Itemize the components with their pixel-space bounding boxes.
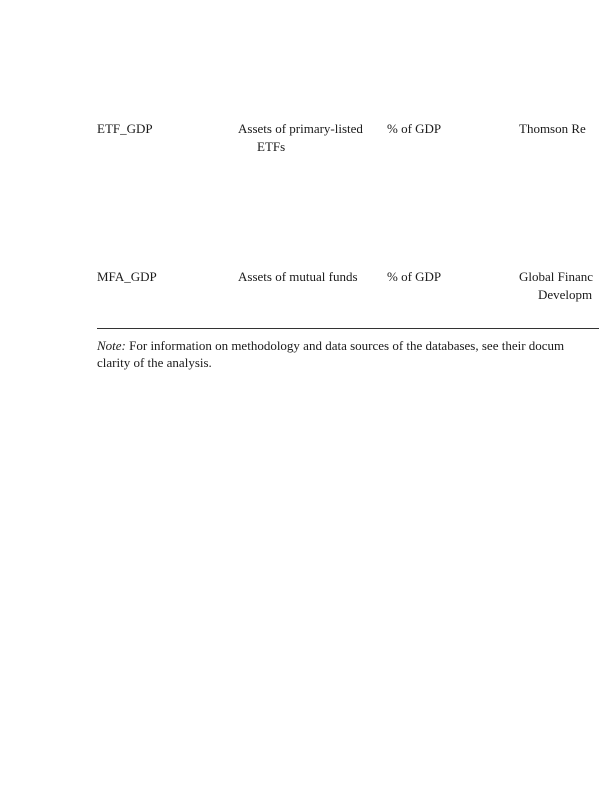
row1-description bbox=[238, 120, 363, 156]
row1-unit: % of GDP bbox=[387, 121, 442, 136]
row1-description-line2: ETFs bbox=[257, 139, 286, 154]
row2-source-line1: Global Financ bbox=[519, 269, 594, 284]
row1-description-line1: Assets of primary-listed bbox=[238, 121, 363, 136]
table-bottom-rule bbox=[97, 328, 599, 329]
note-line1: For information on methodology and data sources of the databases, see their docum bbox=[129, 338, 565, 353]
row2-unit: % of GDP bbox=[387, 269, 442, 284]
note-label: Note: bbox=[97, 338, 126, 353]
row1-variable: ETF_GDP bbox=[97, 121, 153, 136]
row2-variable: MFA_GDP bbox=[97, 269, 157, 284]
row2-source-line2: Developm bbox=[538, 287, 593, 302]
row2-source bbox=[519, 268, 593, 304]
table-note bbox=[97, 337, 564, 371]
row1-source: Thomson Re bbox=[519, 121, 586, 136]
row2-description: Assets of mutual funds bbox=[238, 269, 358, 284]
note-line2: clarity of the analysis. bbox=[97, 355, 212, 370]
